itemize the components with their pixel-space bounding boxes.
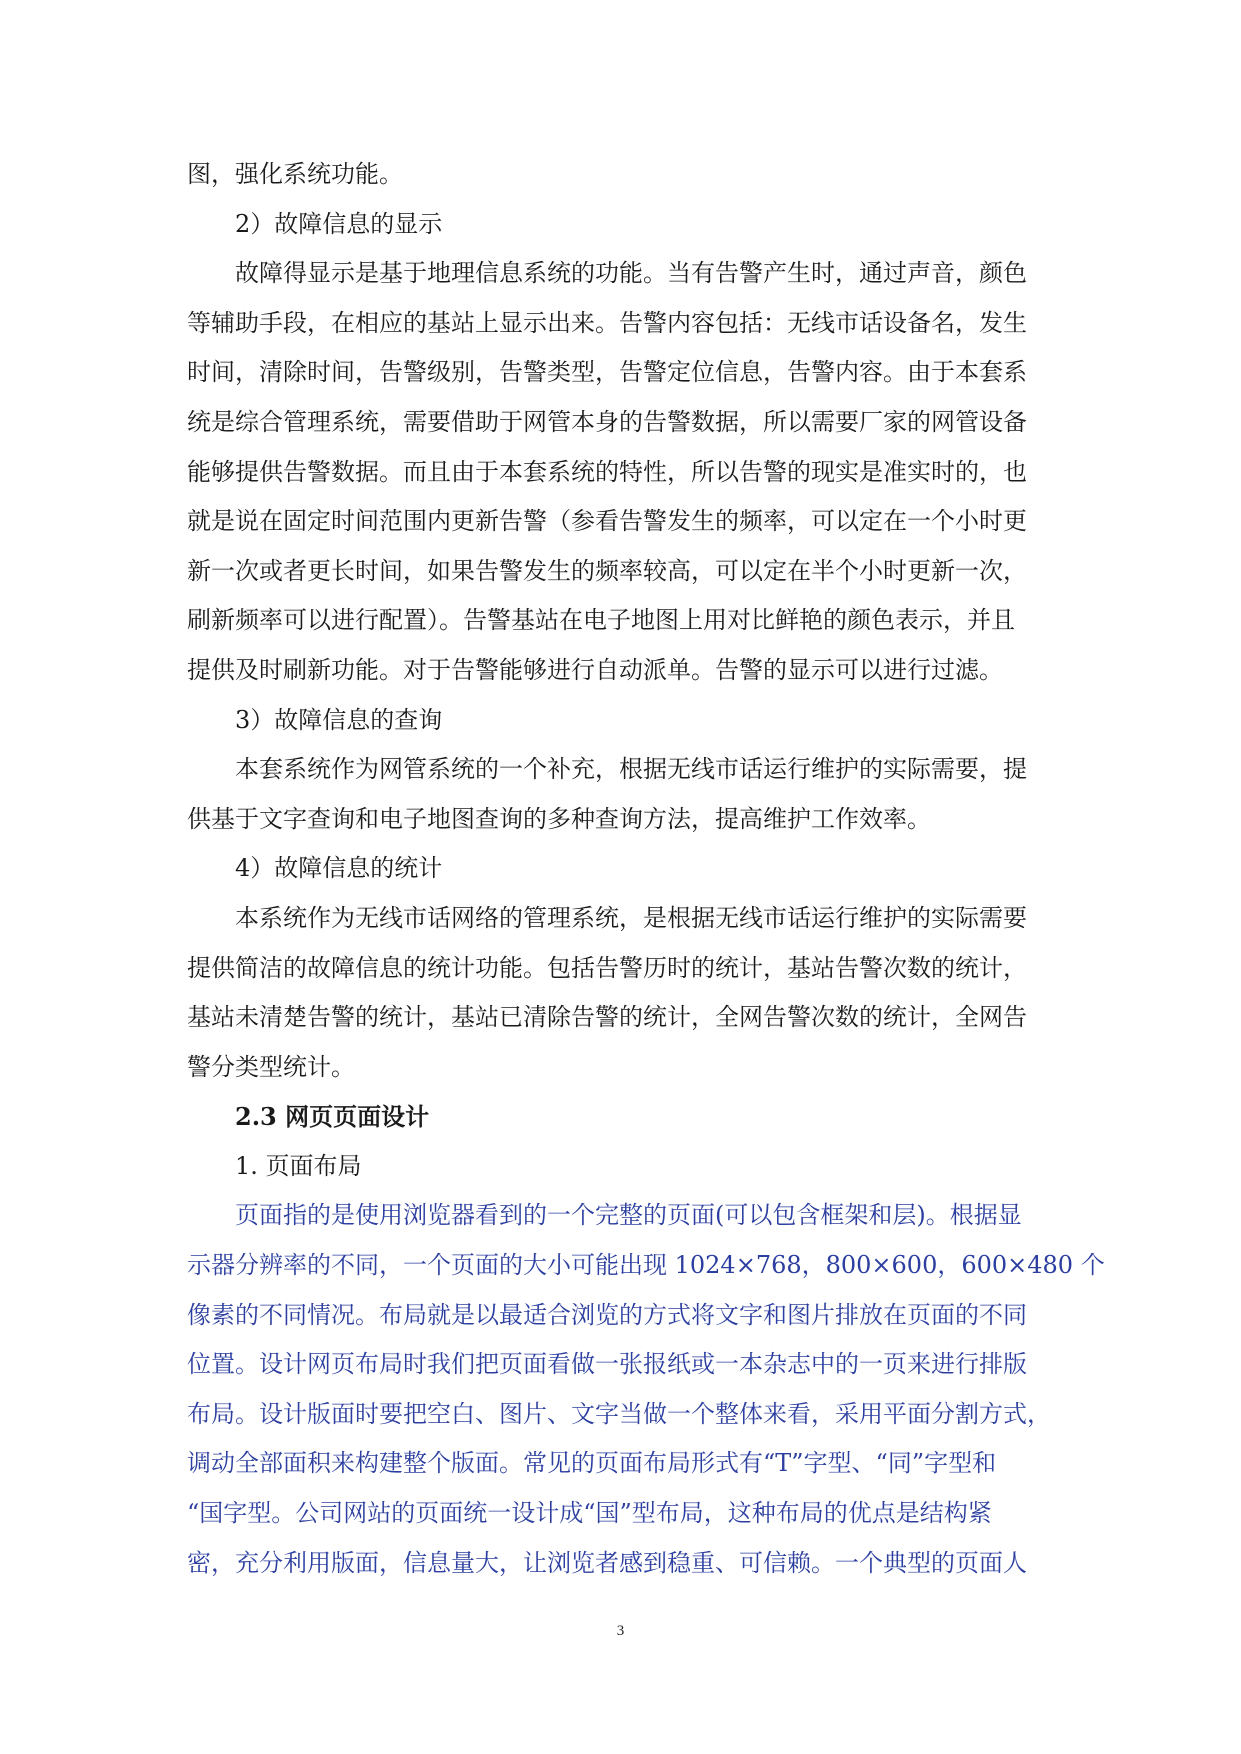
paragraph-continuation xyxy=(187,150,1055,200)
subheading-page-layout: 1. 页面布局 xyxy=(235,1151,362,1180)
text-line: 调动全部面积来构建整个版面。常见的页面布局形式有“T”字型、“同”字型和 xyxy=(187,1449,997,1478)
text-line: 示器分辨率的不同，一个页面的大小可能出现 1024×768，800×600，600×480 个 xyxy=(187,1251,1105,1280)
text-line: 布局。设计版面时要把空白、图片、文字当做一个整体来看，采用平面分割方式， xyxy=(187,1399,1051,1428)
text-line: 位置。设计网页布局时我们把页面看做一张报纸或一本杂志中的一页来进行排版 xyxy=(187,1350,1027,1379)
text-line: 提供简洁的故障信息的统计功能。包括告警历时的统计，基站告警次数的统计， xyxy=(187,953,1027,982)
text-line: 像素的不同情况。布局就是以最适合浏览的方式将文字和图片排放在页面的不同 xyxy=(187,1300,1027,1329)
subheading-fault-query: 3）故障信息的查询 xyxy=(235,705,443,734)
text-line: 警分类型统计。 xyxy=(187,1052,355,1081)
text-line: 本系统作为无线市话网络的管理系统，是根据无线市话运行维护的实际需要 xyxy=(235,903,1027,932)
paragraph-fault-query xyxy=(187,745,1055,844)
subheading-fault-display: 2）故障信息的显示 xyxy=(235,209,443,238)
text-line: 提供及时刷新功能。对于告警能够进行自动派单。告警的显示可以进行过滤。 xyxy=(187,655,1003,684)
text-line: 密，充分利用版面，信息量大，让浏览者感到稳重、可信赖。一个典型的页面人 xyxy=(187,1548,1027,1577)
page-number: 3 xyxy=(616,1623,625,1639)
subheading-fault-statistics: 4）故障信息的统计 xyxy=(235,854,443,883)
text-line: 就是说在固定时间范围内更新告警（参看告警发生的频率，可以定在一个小时更 xyxy=(187,507,1027,536)
text-line: “国字型。公司网站的页面统一设计成“国”型布局，这种布局的优点是结构紧 xyxy=(187,1499,992,1528)
text-line: 统是综合管理系统，需要借助于网管本身的告警数据，所以需要厂家的网管设备 xyxy=(187,407,1027,436)
text-line: 故障得显示是基于地理信息系统的功能。当有告警产生时，通过声音，颜色 xyxy=(235,259,1027,288)
text-line: 供基于文字查询和电子地图查询的多种查询方法，提高维护工作效率。 xyxy=(187,804,931,833)
paragraph-fault-statistics xyxy=(187,894,1055,1092)
text-line: 本套系统作为网管系统的一个补充，根据无线市话运行维护的实际需要，提 xyxy=(235,755,1027,784)
text-line: 能够提供告警数据。而且由于本套系统的特性，所以告警的现实是准实时的，也 xyxy=(187,457,1027,486)
text-line: 等辅助手段，在相应的基站上显示出来。告警内容包括：无线市话设备名，发生 xyxy=(187,308,1027,337)
section-heading-web-page-design: 2.3 网页页面设计 xyxy=(235,1102,430,1132)
paragraph-fault-display xyxy=(187,249,1055,695)
document-body xyxy=(187,150,1105,1588)
text-line: 新一次或者更长时间，如果告警发生的频率较高，可以定在半个小时更新一次， xyxy=(187,556,1027,585)
paragraph-page-layout xyxy=(187,1191,1105,1588)
text-line: 时间，清除时间，告警级别，告警类型，告警定位信息，告警内容。由于本套系 xyxy=(187,358,1027,387)
text-line: 基站未清楚告警的统计，基站已清除告警的统计，全网告警次数的统计，全网告 xyxy=(187,1003,1027,1032)
text-line: 图，强化系统功能。 xyxy=(187,160,403,188)
text-line: 页面指的是使用浏览器看到的一个完整的页面(可以包含框架和层)。根据显 xyxy=(235,1201,1022,1230)
text-line: 刷新频率可以进行配置）。告警基站在电子地图上用对比鲜艳的颜色表示，并且 xyxy=(187,606,1015,635)
